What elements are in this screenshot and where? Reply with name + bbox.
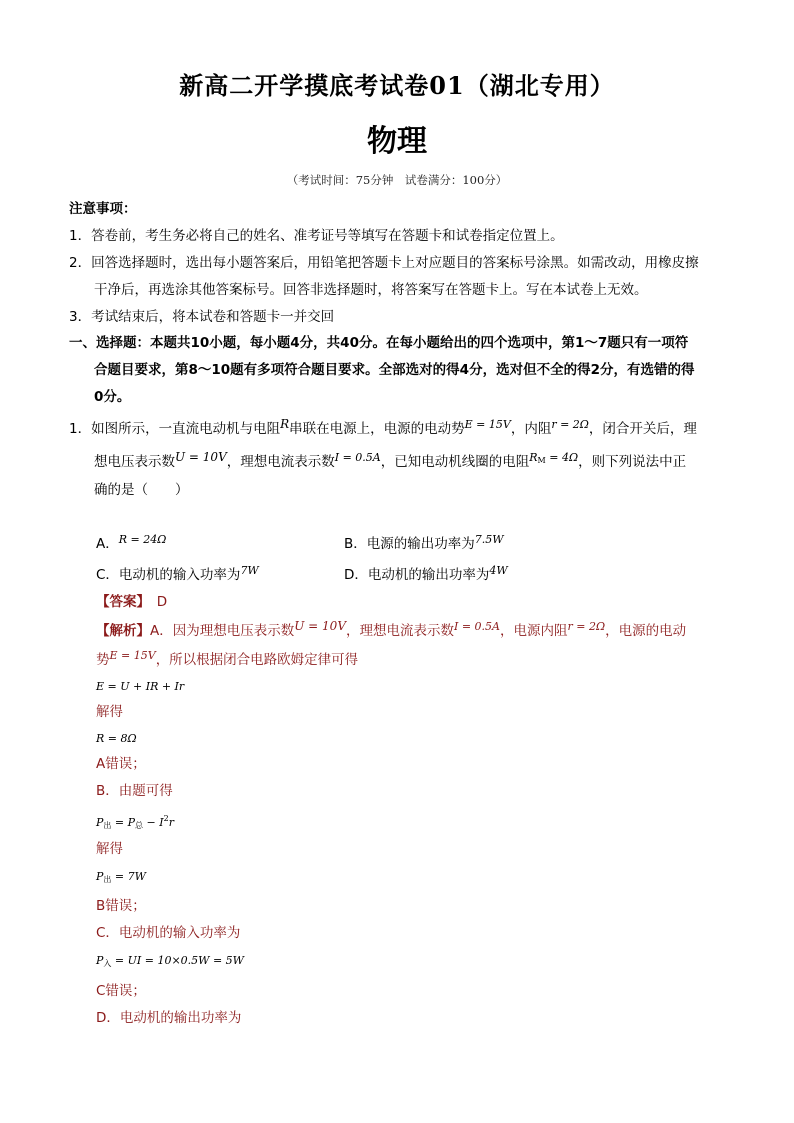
exam-info: （考试时间：75分钟 试卷满分：100分）	[286, 173, 508, 187]
solve-label-1: 解得	[96, 704, 123, 720]
q1-math-E: E = 15V	[464, 418, 511, 431]
note-item-1: 1．答卷前，考生务必将自己的姓名、准考证号等填写在答题卡和试卷指定位置上。	[69, 228, 564, 244]
note-item-2-line-1: 2．回答选择题时，选出每小题答案后，用铅笔把答题卡上对应题目的答案标号涂黑。如需改动，用橡皮擦	[69, 255, 699, 271]
q1-text: ，理想电流表示数	[226, 454, 335, 470]
section-1-line-3: 0分。	[94, 389, 131, 405]
note-item-3: 3．考试结束后，将本试卷和答题卡一并交回	[69, 309, 335, 325]
q1-text: 想电压表示数	[94, 454, 175, 470]
q1-text: 串联在电源上，电源的电动势	[289, 421, 465, 437]
q1-math-r: r = 2Ω	[551, 418, 589, 431]
equation-4: $P_出 = 7W$	[96, 870, 146, 884]
option-d: D．电动机的输出功率为$^{4W}$	[344, 564, 508, 583]
equation-1: E = U + IR + Ir	[96, 680, 185, 693]
q1-text: 1．如图所示，一直流电动机与电阻	[69, 421, 281, 437]
q1-math-R: R	[280, 417, 290, 431]
equation-3: $P_出 = P_总 - I^2r$	[96, 814, 174, 830]
answer-line	[96, 593, 167, 611]
question-1-line-2	[94, 450, 687, 475]
q1-math-U: U = 10V	[175, 450, 227, 464]
step-d: D．电动机的输出功率为	[96, 1010, 242, 1026]
answer-label: 【答案】	[96, 594, 144, 610]
step-b: B．由题可得	[96, 783, 173, 799]
equation-2: R = 8Ω	[96, 732, 137, 745]
step-c: C．电动机的输入功率为	[96, 925, 241, 941]
q1-math-I: I = 0.5A	[334, 451, 381, 464]
equation-5: $P_入$ = UI = 10×0.5W = 5W	[96, 954, 244, 968]
question-1-line-3: 确的是（ ）	[94, 482, 189, 498]
analysis-line-1: 【解析】A．因为理想电压表示数U = 10V，理想电流表示数$^{I = 0.5A}$，电源内阻$^{r = 2\Omega}$，电源的电动	[96, 619, 687, 639]
q1-text: ，内阻	[510, 421, 552, 437]
section-1-line-2: 合题目要求，第8～10题有多项符合题目要求。全部选对的得4分，选对但不全的得2分，有选错的得	[94, 362, 695, 378]
wrong-b: B错误；	[96, 898, 146, 914]
question-1-line-1	[69, 417, 697, 439]
wrong-c: C错误；	[96, 983, 146, 999]
q1-text: ，已知电动机线圈的电阻	[380, 454, 530, 470]
analysis-line-2: 势$^{E = 15V}$，所以根据闭合电路欧姆定律可得	[96, 649, 359, 668]
q1-math-RM: RM = 4Ω	[529, 451, 579, 465]
subject-title: 物理	[367, 124, 427, 159]
option-a: A．$^{R = 24\Omega}$	[96, 533, 167, 552]
section-1-line-1: 一、选择题：本题共10小题，每小题4分，共40分。在每小题给出的四个选项中，第1～7题只有一项符	[69, 335, 689, 351]
analysis-label: 【解析】	[96, 623, 150, 639]
note-item-2-line-2: 干净后，再选涂其他答案标号。回答非选择题时，将答案写在答题卡上。写在本试卷上无效。	[94, 282, 648, 298]
option-c: C．电动机的输入功率为$^{7W}$	[96, 564, 259, 583]
answer-value: D	[156, 594, 168, 610]
wrong-a: A错误；	[96, 756, 146, 772]
q1-text: ，闭合开关后，理	[588, 421, 697, 437]
option-b: B．电源的输出功率为$^{7.5W}$	[344, 533, 504, 552]
page-title: 新高二开学摸底考试卷01（湖北专用）	[179, 71, 615, 100]
solve-label-2: 解得	[96, 841, 123, 857]
notes-heading: 注意事项：	[69, 201, 137, 217]
q1-text: ，则下列说法中正	[578, 454, 687, 470]
